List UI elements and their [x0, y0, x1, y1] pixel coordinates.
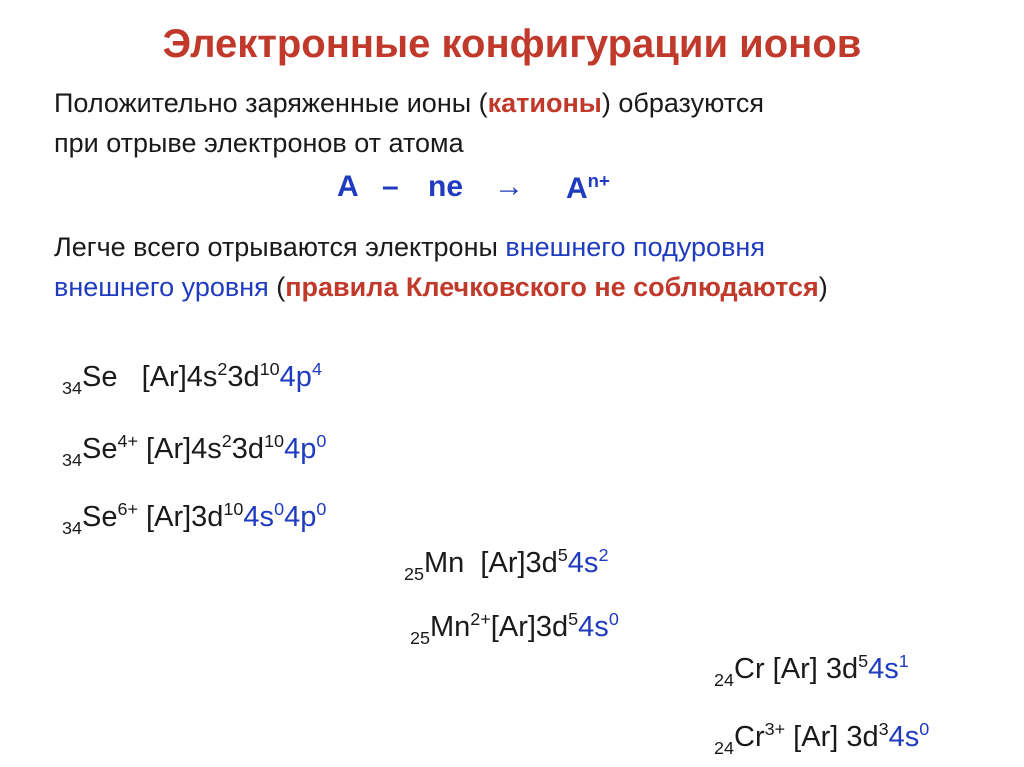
config-core: [Ar]3d	[146, 500, 224, 533]
outer-subshell-exponent: 2	[598, 545, 609, 565]
rule-outer-sublevel: внешнего подуровня	[505, 232, 765, 262]
outer-subshell-exponent: 0	[274, 499, 285, 519]
outer-subshell: 4p	[284, 432, 317, 465]
intro-line-2: при отрыве электронов от атома	[54, 128, 464, 158]
outer-subshell-2-exponent: 0	[316, 499, 327, 519]
outer-subshell-2: 4p	[284, 500, 317, 533]
spacer	[117, 361, 141, 393]
outer-subshell: 4s	[888, 720, 920, 753]
equation-cation-symbol: А	[566, 172, 588, 206]
rule-text-part1: Легче всего отрываются электроны	[54, 232, 506, 262]
config-core-exponent: 2	[217, 359, 228, 379]
atomic-number: 24	[714, 669, 734, 690]
atomic-number: 25	[404, 563, 424, 584]
equation-cation-charge: n+	[587, 170, 610, 191]
element-symbol: Se	[82, 500, 118, 533]
element-symbol: Cr	[734, 652, 765, 685]
config-core: [Ar]4s	[146, 432, 222, 465]
outer-subshell-exponent: 1	[898, 651, 909, 671]
outer-subshell: 4p	[279, 360, 312, 393]
outer-subshell-exponent: 0	[608, 609, 619, 629]
element-symbol: Cr	[734, 720, 765, 753]
config-se4	[62, 424, 326, 477]
config-core-exponent: 3	[878, 719, 889, 739]
atomic-number: 25	[410, 627, 430, 648]
config-core: [Ar] 3d	[793, 720, 879, 753]
spacer	[138, 433, 146, 465]
spacer	[138, 501, 146, 533]
intro-text-part1: Положительно заряженные ионы (	[54, 88, 488, 118]
outer-subshell: 4s	[868, 652, 899, 685]
element-symbol: Se	[82, 360, 118, 393]
ionization-equation	[0, 170, 1024, 210]
ion-charge: 4+	[117, 431, 138, 451]
config-core: [Ar]3d	[480, 546, 558, 579]
element-symbol: Mn	[430, 610, 471, 643]
equation-cation	[566, 170, 610, 206]
config-core: [Ar]3d	[490, 610, 569, 643]
config-mn	[404, 538, 608, 591]
spacer	[765, 653, 773, 685]
config-subshell-exponent: 10	[264, 431, 285, 451]
rule-line-2	[54, 270, 828, 304]
atomic-number: 34	[62, 449, 82, 470]
cations-term: катионы	[487, 88, 602, 118]
config-mn2	[410, 602, 619, 655]
config-se	[62, 352, 322, 405]
config-core-exponent: 5	[858, 651, 869, 671]
klechkovsky-note: правила Клечковского не соблюдаются	[285, 272, 819, 302]
ion-charge: 2+	[470, 609, 491, 629]
outer-subshell-exponent: 0	[919, 719, 930, 739]
rule-outer-level: внешнего уровня	[54, 272, 269, 302]
spacer	[464, 547, 480, 579]
config-subshell: 3d	[227, 360, 260, 393]
outer-subshell: 4s	[578, 610, 609, 643]
config-subshell-exponent: 10	[259, 359, 280, 379]
ion-charge: 3+	[764, 719, 786, 739]
element-symbol: Se	[82, 432, 118, 465]
config-core: [Ar]4s	[141, 360, 218, 393]
config-core-exponent: 10	[223, 499, 244, 519]
config-core-exponent: 5	[568, 609, 579, 629]
outer-subshell-exponent: 0	[316, 431, 327, 451]
slide-title: Электронные конфигурации ионов	[162, 22, 862, 66]
outer-subshell-exponent: 4	[311, 359, 322, 379]
atomic-number: 24	[714, 737, 734, 758]
config-core: [Ar] 3d	[772, 652, 859, 685]
outer-subshell: 4s	[567, 546, 599, 579]
equation-minus: –	[382, 170, 399, 203]
config-core-exponent: 2	[221, 431, 232, 451]
equation-atom: А	[337, 170, 359, 203]
ion-charge: 6+	[117, 499, 138, 519]
equation-electrons: ne	[428, 170, 464, 203]
config-se6	[62, 492, 326, 545]
rule-open-paren: (	[268, 272, 286, 302]
atomic-number: 34	[62, 517, 82, 538]
element-symbol: Mn	[424, 546, 465, 579]
outer-subshell: 4s	[243, 500, 275, 533]
atomic-number: 34	[62, 377, 82, 398]
config-cr3	[714, 712, 929, 765]
config-subshell: 3d	[231, 432, 265, 465]
rule-line-1	[54, 230, 765, 264]
rule-close-paren: )	[818, 272, 828, 302]
equation-arrow: →	[494, 170, 524, 203]
spacer	[785, 721, 793, 753]
config-core-exponent: 5	[557, 545, 568, 565]
intro-text-part2: ) образуются	[601, 88, 764, 118]
intro-line-1	[54, 86, 764, 120]
config-cr	[714, 644, 909, 697]
